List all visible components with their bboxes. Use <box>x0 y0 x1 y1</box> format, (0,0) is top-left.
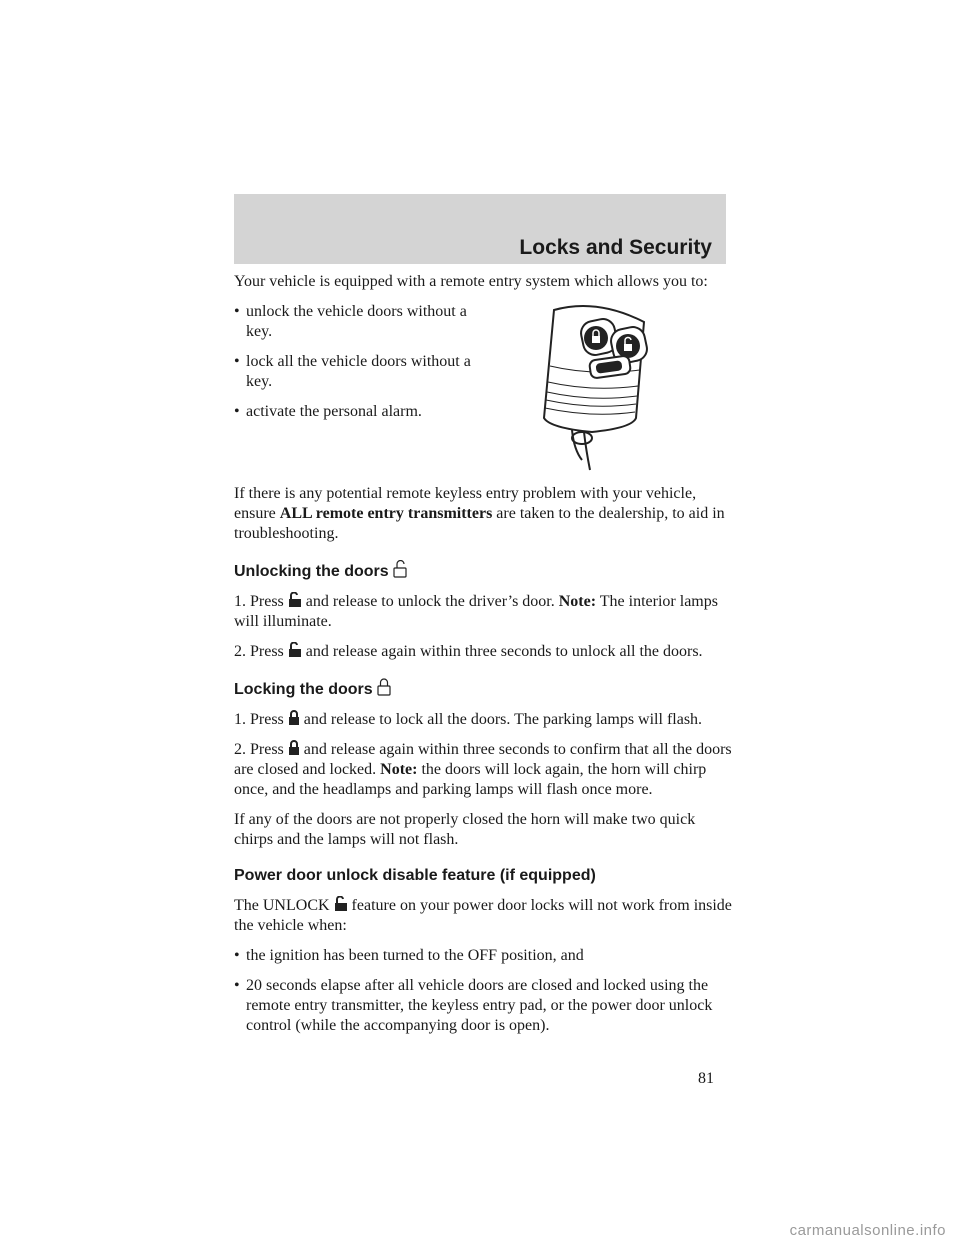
lock-icon <box>288 740 300 756</box>
footer-watermark: carmanualsonline.info <box>789 1222 946 1239</box>
locking-heading: Locking the doors <box>234 678 734 700</box>
footer <box>0 1222 960 1242</box>
page-content <box>234 272 734 1046</box>
list-item: • unlock the vehicle doors without a key. <box>234 303 467 340</box>
not-closed-paragraph: If any of the doors are not properly closed the horn will make two quick chirps and the lamps will not flash. <box>234 811 696 848</box>
page-number: 81 <box>698 1070 714 1087</box>
lock-icon <box>377 678 391 696</box>
unlock-icon <box>334 896 348 912</box>
list-item: • 20 seconds elapse after all vehicle doors are closed and locked using the remote entry transmitter, the keyless entry pad, or the power door unlock control (while the accompanying door is open). <box>234 977 713 1034</box>
unlock-icon <box>288 592 302 608</box>
unlock-step-2: 2. Press and release again within three seconds to unlock all the doors. <box>234 643 703 660</box>
page-title: Locks and Security <box>519 236 712 259</box>
lock-step-1: 1. Press and release to lock all the doors. The parking lamps will flash. <box>234 711 703 728</box>
disable-heading: Power door unlock disable feature (if equipped) <box>234 867 596 884</box>
list-item: • activate the personal alarm. <box>234 403 422 420</box>
unlock-icon <box>393 560 407 578</box>
problem-paragraph: If there is any potential remote keyless entry problem with your vehicle, ensure ALL remote entry transmitters are taken to the dealership, to aid in troubleshooting. <box>234 485 725 542</box>
list-item: • lock all the vehicle doors without a key. <box>234 353 471 390</box>
intro-text: Your vehicle is equipped with a remote entry system which allows you to: <box>234 273 708 290</box>
header-band <box>234 194 726 264</box>
unlock-icon <box>288 642 302 658</box>
list-item: • the ignition has been turned to the OFF position, and <box>234 947 584 964</box>
intro-bullet-list <box>234 302 474 422</box>
lock-icon <box>288 710 300 726</box>
lock-step-2: 2. Press and release again within three seconds to confirm that all the doors are closed and locked. Note: the doors will lock again, the horn will chirp once, and the headlamps and parking lamps will flash once more. <box>234 741 732 798</box>
disable-paragraph: The UNLOCK feature on your power door locks will not work from inside the vehicle when: <box>234 897 732 934</box>
unlock-step-1: 1. Press and release to unlock the driver’s door. Note: The interior lamps will illuminate. <box>234 593 718 630</box>
unlocking-heading: Unlocking the doors <box>234 560 734 582</box>
